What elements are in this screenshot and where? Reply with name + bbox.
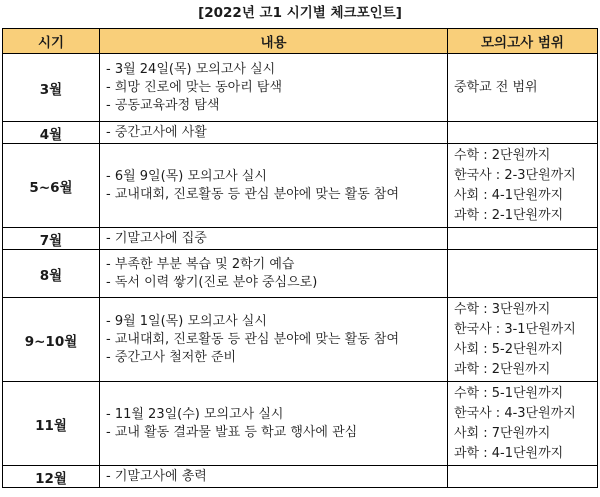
table-row	[3, 298, 598, 382]
range-item: 사회 : 5-2단원까지	[454, 341, 564, 357]
month-cell: 5~6월	[3, 144, 100, 228]
range-item: 사회 : 4-1단원까지	[454, 187, 564, 203]
table-row	[3, 228, 598, 250]
content-item: - 독서 이력 쌓기(진로 분야 중심으로)	[106, 274, 318, 290]
table-row	[3, 250, 598, 298]
content-item: - 6월 9일(목) 모의고사 실시	[106, 168, 267, 184]
content-item: - 교내대회, 진로활동 등 관심 분야에 맞는 활동 참여	[106, 331, 400, 347]
content-cell	[100, 228, 448, 250]
content-item: - 3월 24일(목) 모의고사 실시	[106, 61, 276, 77]
content-item: - 기말고사에 총력	[106, 468, 207, 484]
range-cell	[448, 144, 598, 228]
range-item: 수학 : 2단원까지	[454, 147, 551, 163]
table-row	[3, 144, 598, 228]
month-cell: 12월	[3, 466, 100, 488]
table-title: [2022년 고1 시기별 체크포인트]	[198, 5, 402, 21]
range-item: 수학 : 3단원까지	[454, 301, 551, 317]
table-row	[3, 466, 598, 488]
content-cell	[100, 144, 448, 228]
content-item: - 부족한 부분 복습 및 2학기 예습	[106, 256, 295, 272]
content-cell	[100, 54, 448, 122]
month-cell: 11월	[3, 382, 100, 466]
range-cell	[448, 122, 598, 144]
header-range: 모의고사 범위	[448, 29, 598, 54]
content-item: - 희망 진로에 맞는 동아리 탐색	[106, 79, 283, 95]
month-cell: 9~10월	[3, 298, 100, 382]
content-item: - 9월 1일(목) 모의고사 실시	[106, 313, 267, 329]
content-item: - 기말고사에 집중	[106, 230, 207, 246]
range-item: 수학 : 5-1단원까지	[454, 385, 564, 401]
range-item: 과학 : 2-1단원까지	[454, 207, 564, 223]
content-item: - 공동교육과정 탐색	[106, 97, 220, 113]
table-row	[3, 382, 598, 466]
content-item: - 중간고사에 사활	[106, 124, 207, 140]
range-item: 한국사 : 2-3단원까지	[454, 167, 576, 183]
month-cell: 4월	[3, 122, 100, 144]
content-cell	[100, 250, 448, 298]
range-cell	[448, 466, 598, 488]
range-cell	[448, 228, 598, 250]
content-item: - 교내 활동 결과물 발표 등 학교 행사에 관심	[106, 424, 358, 440]
range-cell	[448, 382, 598, 466]
range-cell	[448, 298, 598, 382]
header-content: 내용	[100, 29, 448, 54]
content-cell	[100, 382, 448, 466]
range-item: 과학 : 2단원까지	[454, 361, 551, 377]
content-item: - 11월 23일(수) 모의고사 실시	[106, 406, 284, 422]
content-cell	[100, 466, 448, 488]
content-cell	[100, 122, 448, 144]
range-item: 사회 : 7단원까지	[454, 425, 551, 441]
header-period: 시기	[3, 29, 100, 54]
range-item: 과학 : 4-1단원까지	[454, 445, 564, 461]
range-cell	[448, 54, 598, 122]
range-item: 한국사 : 3-1단원까지	[454, 321, 576, 337]
content-cell	[100, 298, 448, 382]
month-cell: 3월	[3, 54, 100, 122]
month-cell: 7월	[3, 228, 100, 250]
content-item: - 교내대회, 진로활동 등 관심 분야에 맞는 활동 참여	[106, 186, 400, 202]
table-row	[3, 54, 598, 122]
range-item: 중학교 전 범위	[454, 79, 538, 95]
range-cell	[448, 250, 598, 298]
content-item: - 중간고사 철저한 준비	[106, 349, 237, 365]
month-cell: 8월	[3, 250, 100, 298]
table-row	[3, 122, 598, 144]
checkpoint-table	[2, 28, 598, 488]
range-item: 한국사 : 4-3단원까지	[454, 405, 576, 421]
header-row	[3, 29, 598, 54]
